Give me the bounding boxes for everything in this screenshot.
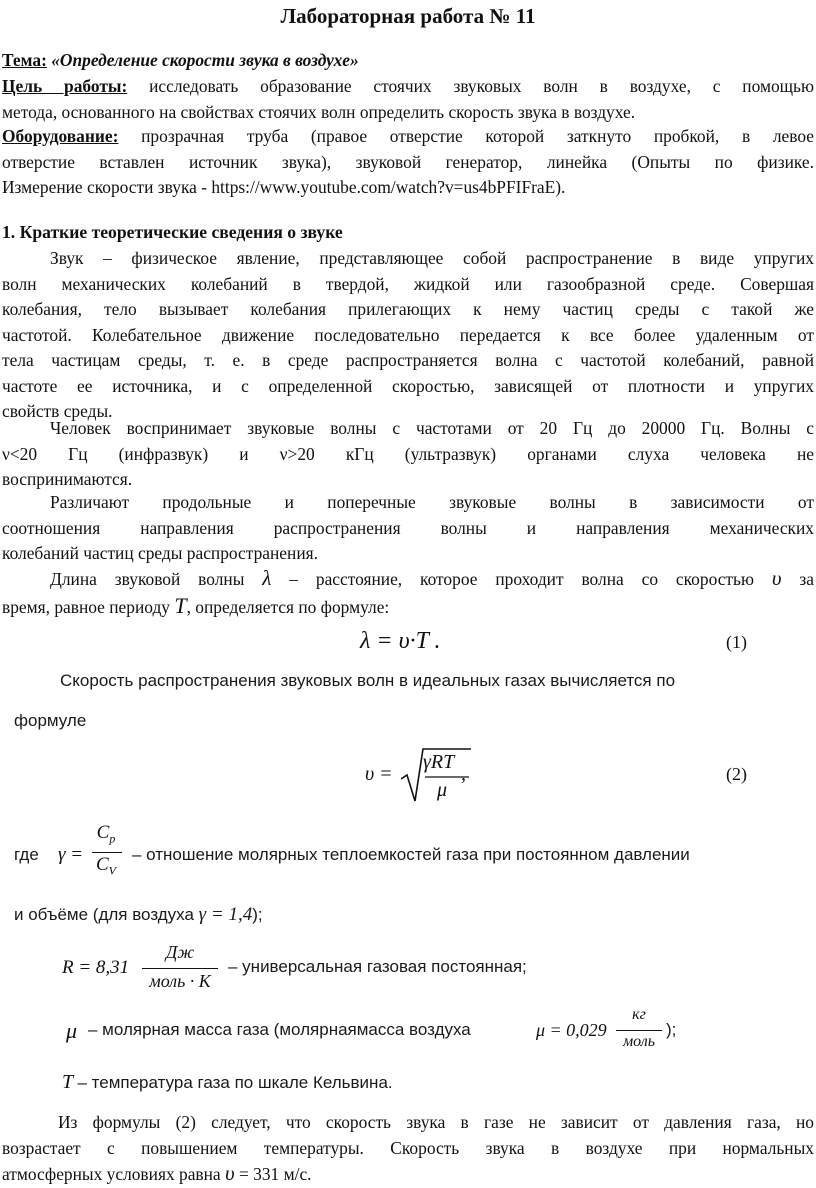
p5-line-1: Скорость распространения звуковых волн в идеальных газах вычисляется по — [60, 671, 676, 690]
equipment-line-1: прозрачная труба (правое отверстие которой заткнуто пробкой, в левое — [141, 126, 814, 146]
page-title: Лабораторная работа № 11 — [280, 4, 536, 28]
mu-text: – молярная масса газа (молярнаямасса воздуха — [88, 1020, 471, 1039]
formula-2-comma: , — [461, 763, 466, 785]
goal-line-2: метода, основанного на свойствах стоячих волн определить скорость звука в воздухе. — [2, 101, 636, 122]
p2-line: воспринимаются. — [2, 469, 133, 489]
p2-line: ν<20 Гц (инфразвук) и ν>20 кГц (ультразвук) органами слуха человека не — [2, 443, 814, 464]
period-symbol: T — [174, 592, 187, 618]
gamma-den-sub: V — [108, 863, 117, 878]
p3-line: соотношения направления распространения волны и направления механических — [2, 517, 814, 538]
velocity-symbol-final: υ — [225, 1161, 235, 1185]
formula-2-denominator: μ — [437, 779, 448, 801]
p1-line: колебания, тело вызывает колебания прилегающих к нему частиц среды с такой же — [2, 299, 814, 319]
gamma-num-sub: p — [109, 831, 116, 846]
T-line — [62, 1071, 393, 1094]
p4-text: за — [799, 569, 814, 589]
p3-line: колебаний частиц среды распространения. — [2, 543, 318, 563]
formula-1-number: (1) — [726, 632, 747, 652]
p3-line: Различают продольные и поперечные звуковые волны в зависимости от — [50, 492, 814, 512]
T-symbol: T — [62, 1071, 74, 1093]
velocity-symbol: υ — [771, 566, 782, 590]
paragraph-4 — [2, 566, 814, 620]
T-text: – температура газа по шкале Кельвина. — [77, 1073, 393, 1092]
p1-line: свойств среды. — [2, 401, 113, 421]
p4-text: время, равное периоду — [2, 596, 170, 617]
gamma-fraction-bar — [92, 852, 122, 853]
topic-line — [2, 48, 814, 74]
goal-line-1: исследовать образование стоячих звуковых волн в воздухе, с помощью — [149, 76, 814, 96]
p4-text: – расстояние, которое проходит волна со скоростью — [289, 569, 754, 589]
mu-value: μ = 0,029 — [536, 1020, 607, 1040]
gamma-text-2-start: и объёме (для воздуха — [14, 905, 194, 924]
p6-line: Из формулы (2) следует, что скорость звука в газе не зависит от давления газа, но — [58, 1112, 814, 1132]
paragraph-1 — [2, 246, 814, 425]
mu-numerator: кг — [632, 1006, 646, 1023]
p1-line: частоте ее источника, и с определенной скоростью, зависящей от плотности и упругих — [2, 375, 814, 396]
mu-symbol: μ — [66, 1018, 78, 1043]
gamma-den: C — [95, 854, 109, 875]
mu-fraction-bar — [616, 1030, 662, 1031]
goal-paragraph — [2, 74, 814, 125]
gamma-text-2 — [14, 904, 263, 926]
gamma-where: где — [14, 845, 39, 864]
topic-label: Тема: — [2, 50, 47, 70]
p4-text: , определяется по формуле: — [186, 596, 390, 617]
R-text: – универсальная газовая постоянная; — [228, 957, 527, 976]
R-lhs: R = 8,31 — [62, 957, 130, 978]
p6-line: возрастает с повышением температуры. Скорость звука в воздухе при нормальных — [2, 1137, 814, 1158]
p1-line: тела частицам среды, т. е. в среде распространяется волна с частотой колебаний, равной — [2, 350, 814, 370]
R-formula — [62, 940, 232, 996]
p6-text: атмосферных условиях равна — [2, 1164, 221, 1184]
paragraph-3 — [2, 490, 814, 567]
mu-end: ); — [666, 1020, 677, 1039]
R-denominator: моль · K — [149, 971, 211, 991]
goal-label: Цель работы: — [2, 76, 128, 96]
formula-2-numerator: γRT — [423, 751, 455, 773]
equipment-label: Оборудование: — [2, 126, 119, 146]
gamma-value: γ = 1,4 — [198, 904, 253, 925]
gamma-num: C — [96, 822, 110, 843]
mu-denominator: моль — [622, 1033, 656, 1050]
p6-text: = 331 м/с. — [239, 1164, 312, 1184]
lambda-symbol: λ — [262, 566, 272, 590]
gamma-denominator — [92, 854, 120, 878]
gamma-text-2-end: ); — [252, 905, 263, 924]
equipment-line-3: Измерение скорости звука - https://www.youtube.com/watch?v=us4bPFIFraE). — [2, 177, 566, 197]
topic-text: «Определение скорости звука в воздухе» — [51, 50, 359, 70]
gamma-text: – отношение молярных теплоемкостей газа при постоянном давлении — [132, 845, 690, 864]
p1-line: волн механических колебаний в твердой, жидкой или газообразной среде. Совершая — [2, 273, 814, 294]
gamma-lhs: γ = — [58, 844, 84, 865]
equipment-line-2: отверстие вставлен источник звука), звуковой генератор, линейка (Опыты по физике. — [2, 151, 814, 172]
p4-text: Длина звуковой волны — [50, 569, 245, 589]
paragraph-2 — [2, 416, 814, 493]
p1-line: частотой. Колебательное движение последовательно передается к все более удаленным от — [2, 324, 814, 345]
formula-2-number: (2) — [726, 764, 747, 784]
p2-line: Человек воспринимает звуковые волны с частотами от 20 Гц до 20000 Гц. Волны с — [50, 418, 814, 438]
p5-line-2: формуле — [14, 711, 87, 730]
paragraph-6 — [2, 1110, 814, 1188]
R-numerator: Дж — [165, 942, 195, 962]
section-heading: 1. Краткие теоретические сведения о звуке — [2, 222, 343, 242]
equipment-paragraph — [2, 124, 814, 201]
gamma-formula — [58, 822, 138, 882]
p1-line: Звук – физическое явление, представляющее собой распространение в виде упругих — [50, 248, 814, 268]
gamma-fraction — [92, 822, 120, 846]
R-fraction-bar — [142, 968, 218, 969]
formula-2-lhs: υ = — [365, 763, 393, 785]
mu-line — [66, 1002, 706, 1058]
formula-1: λ = υ·T . — [360, 628, 441, 654]
